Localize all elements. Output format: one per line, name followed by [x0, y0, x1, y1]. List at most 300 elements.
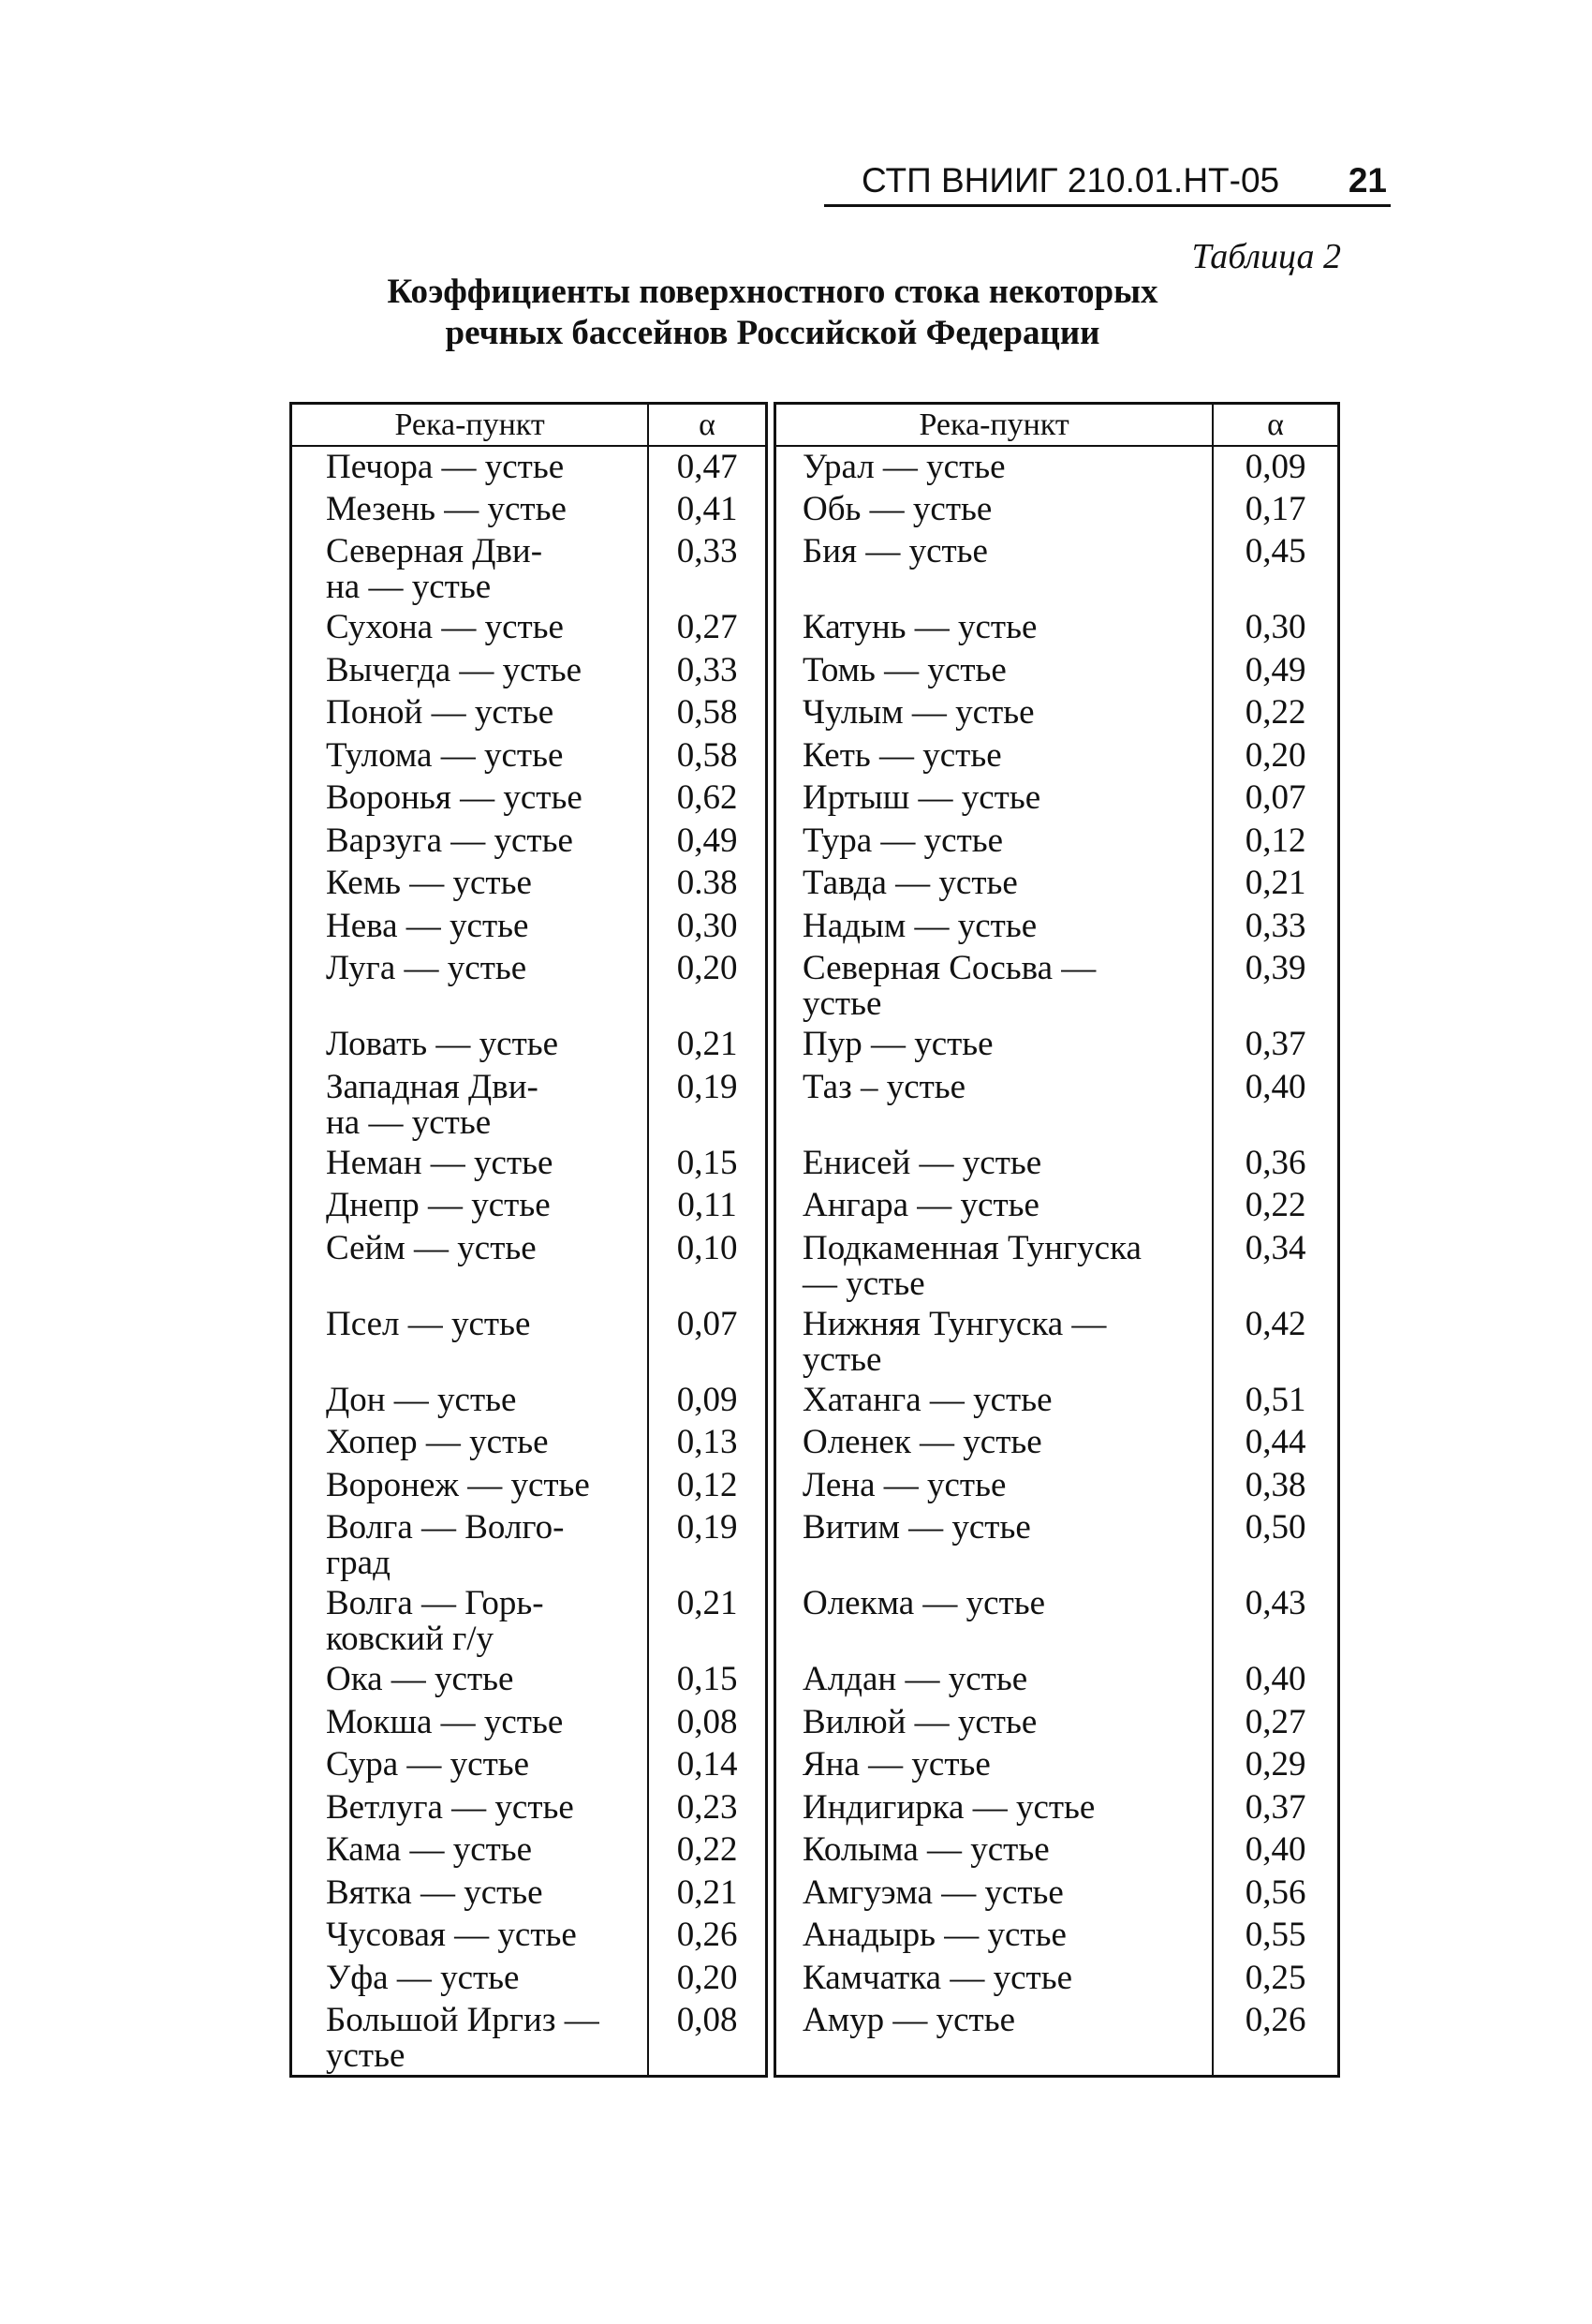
alpha-cell [648, 2000, 766, 2076]
river-point-text: Нижняя Тунгуска — [803, 1304, 1107, 1343]
table-row [291, 948, 767, 1024]
river-point-cell [291, 489, 649, 532]
alpha-cell [648, 1958, 766, 2001]
river-point-text: Чусовая — устье [326, 1916, 577, 1954]
river-point-cell [775, 692, 1214, 735]
table-row [775, 692, 1339, 735]
alpha-value: 0,11 [677, 1186, 737, 1224]
alpha-value: 0,27 [1245, 1702, 1306, 1741]
alpha-cell [648, 1380, 766, 1423]
river-point-text: Яна — устье [803, 1745, 991, 1784]
table-row [775, 1659, 1339, 1702]
river-point-cell [291, 1228, 649, 1304]
table-row [775, 1583, 1339, 1659]
table-row [775, 1744, 1339, 1787]
table-row [775, 821, 1339, 864]
alpha-cell [648, 1185, 766, 1228]
table-row [291, 735, 767, 778]
alpha-value: 0,20 [676, 949, 738, 987]
river-point-cell [775, 1744, 1214, 1787]
river-point-text: Амур — устье [803, 2001, 1016, 2039]
river-point-text: Анадырь — устье [803, 1916, 1067, 1954]
river-point-cell [775, 1465, 1214, 1508]
alpha-cell [1213, 1422, 1338, 1465]
alpha-cell [648, 735, 766, 778]
table-row [775, 446, 1339, 489]
river-point-text: Тулома — устье [326, 735, 564, 775]
river-point-text: Енисей — устье [803, 1143, 1042, 1182]
river-point-cell [291, 1659, 649, 1702]
river-point-text: Лена — устье [803, 1465, 1007, 1504]
river-point-text: Неман — устье [326, 1143, 553, 1182]
river-point-cell [775, 446, 1214, 489]
river-point-text: Северная Сосьва — [803, 949, 1097, 987]
alpha-value: 0,21 [676, 1584, 738, 1622]
alpha-value: 0,40 [1245, 1660, 1306, 1698]
alpha-cell [1213, 489, 1338, 532]
alpha-cell [648, 607, 766, 650]
river-point-cell [291, 446, 649, 489]
table-row [775, 1915, 1339, 1958]
table-row [775, 531, 1339, 607]
right-table-body [775, 446, 1339, 2076]
river-point-text: Витим — устье [803, 1508, 1031, 1547]
alpha-cell [648, 692, 766, 735]
river-point-cell [291, 1185, 649, 1228]
column-header-alpha: α [648, 404, 766, 447]
river-point-cell [291, 531, 649, 607]
alpha-value: 0,58 [676, 693, 738, 732]
river-point-text: Таз – устье [803, 1067, 966, 1106]
river-point-cell [775, 607, 1214, 650]
river-point-cell [775, 650, 1214, 693]
river-point-cell [775, 948, 1214, 1024]
alpha-cell [648, 650, 766, 693]
river-point-cell [291, 1507, 649, 1583]
alpha-cell [648, 1143, 766, 1186]
river-point-cell [775, 1915, 1214, 1958]
river-point-cell [775, 863, 1214, 906]
river-point-text: Волга — Горь- [326, 1584, 544, 1622]
river-point-cell [291, 1465, 649, 1508]
alpha-cell [648, 1744, 766, 1787]
river-point-text: Оленек — устье [803, 1423, 1042, 1461]
alpha-cell [1213, 1185, 1338, 1228]
table-row [291, 777, 767, 821]
alpha-value: 0,21 [1245, 864, 1306, 902]
alpha-value: 0,26 [1245, 2001, 1306, 2039]
alpha-value: 0,20 [1245, 735, 1306, 775]
river-point-text: Обь — устье [803, 489, 993, 528]
alpha-value: 0,44 [1245, 1423, 1306, 1461]
table-row [291, 1185, 767, 1228]
river-point-text: Амгуэма — устье [803, 1873, 1064, 1912]
alpha-value: 0,40 [1245, 1067, 1306, 1106]
table-row [775, 1228, 1339, 1304]
alpha-cell [1213, 1702, 1338, 1745]
table-row [291, 489, 767, 532]
alpha-cell [1213, 906, 1338, 949]
table-row [291, 1067, 767, 1143]
river-point-text: Воронья — устье [326, 778, 582, 817]
river-point-cell [291, 1958, 649, 2001]
alpha-value: 0,23 [676, 1787, 738, 1827]
alpha-cell [648, 1829, 766, 1873]
river-point-text: Волга — Волго- [326, 1508, 565, 1547]
alpha-cell [1213, 1744, 1338, 1787]
alpha-value: 0,26 [676, 1916, 738, 1954]
river-point-cell [291, 2000, 649, 2076]
alpha-value: 0,08 [676, 1702, 738, 1741]
alpha-cell [1213, 1024, 1338, 1067]
alpha-value: 0,38 [1245, 1465, 1306, 1504]
table-row [291, 531, 767, 607]
alpha-value: 0,55 [1245, 1916, 1306, 1954]
alpha-value: 0,13 [676, 1423, 738, 1461]
table-caption: Таблица 2 [1191, 237, 1341, 276]
river-point-text: Камчатка — устье [803, 1958, 1072, 1997]
river-point-text: Северная Дви- [326, 532, 543, 570]
alpha-cell [648, 1583, 766, 1659]
alpha-cell [1213, 1829, 1338, 1873]
alpha-value: 0,49 [676, 821, 738, 860]
river-point-text: Мокша — устье [326, 1702, 564, 1741]
column-header-river-point: Река-пункт [291, 404, 649, 447]
alpha-value: 0,09 [676, 1380, 738, 1419]
alpha-cell [1213, 1787, 1338, 1830]
document-code: СТП ВНИИГ 210.01.НТ-05 [862, 161, 1280, 200]
river-point-cell [775, 1185, 1214, 1228]
alpha-value: 0,15 [676, 1143, 738, 1182]
alpha-value: 0,37 [1245, 1787, 1306, 1827]
alpha-cell [1213, 863, 1338, 906]
river-point-cell [775, 1702, 1214, 1745]
river-point-text: Тавда — устье [803, 864, 1018, 902]
river-point-text: Кама — устье [326, 1830, 533, 1869]
river-point-cell [775, 1024, 1214, 1067]
table-row [291, 650, 767, 693]
river-point-cell [775, 777, 1214, 821]
river-point-cell [291, 1829, 649, 1873]
river-point-text: Поной — устье [326, 693, 554, 732]
table-row [775, 863, 1339, 906]
table-row [775, 2000, 1339, 2076]
alpha-cell [1213, 735, 1338, 778]
alpha-cell [1213, 607, 1338, 650]
alpha-value: 0,56 [1245, 1873, 1306, 1912]
table-title-line-2: речных бассейнов Российской Федерации [445, 314, 1100, 352]
alpha-value: 0,07 [676, 1304, 738, 1343]
alpha-value: 0,62 [676, 778, 738, 817]
table-row [291, 1829, 767, 1873]
alpha-value: 0,51 [1245, 1380, 1306, 1419]
river-point-cell [291, 1583, 649, 1659]
river-point-text: Воронеж — устье [326, 1465, 590, 1504]
table-row [775, 777, 1339, 821]
alpha-value: 0,27 [676, 608, 738, 646]
alpha-value: 0,58 [676, 735, 738, 775]
river-point-text: на — устье [326, 568, 492, 606]
river-point-cell [291, 1380, 649, 1423]
river-point-text: Надым — устье [803, 906, 1038, 945]
alpha-value: 0,20 [676, 1958, 738, 1997]
river-point-cell [291, 1024, 649, 1067]
alpha-value: 0,22 [1245, 1186, 1306, 1224]
table-row [775, 1067, 1339, 1143]
alpha-cell [648, 1228, 766, 1304]
alpha-cell [648, 531, 766, 607]
table-row [775, 1380, 1339, 1423]
table-row [775, 906, 1339, 949]
river-point-text: Уфа — устье [326, 1958, 520, 1997]
river-point-text: Псел — устье [326, 1304, 531, 1343]
river-point-text: Нева — устье [326, 906, 529, 945]
table-row [291, 821, 767, 864]
left-table-half [289, 402, 768, 2078]
column-header-alpha: α [1213, 404, 1338, 447]
alpha-value: 0,39 [1245, 949, 1306, 987]
table-row [291, 1143, 767, 1186]
alpha-cell [1213, 1583, 1338, 1659]
alpha-value: 0,09 [1245, 448, 1306, 486]
alpha-cell [648, 1659, 766, 1702]
alpha-cell [1213, 1873, 1338, 1916]
river-point-cell [775, 1380, 1214, 1423]
table-row [291, 607, 767, 650]
alpha-value: 0,40 [1245, 1830, 1306, 1869]
table-row [775, 1422, 1339, 1465]
river-point-cell [291, 1744, 649, 1787]
alpha-cell [648, 1787, 766, 1830]
alpha-cell [1213, 1228, 1338, 1304]
alpha-cell [1213, 2000, 1338, 2076]
table-row [291, 1744, 767, 1787]
alpha-value: 0.38 [676, 864, 738, 902]
river-point-text: Днепр — устье [326, 1186, 551, 1224]
table-row [775, 735, 1339, 778]
alpha-cell [648, 1915, 766, 1958]
table-row [775, 948, 1339, 1024]
alpha-value: 0,47 [676, 448, 738, 486]
river-point-text: устье [803, 1340, 882, 1379]
table-header-row [775, 404, 1339, 447]
river-point-text: Сура — устье [326, 1745, 530, 1784]
river-point-cell [291, 821, 649, 864]
table-row [775, 1143, 1339, 1186]
river-point-cell [291, 650, 649, 693]
table-row [775, 1507, 1339, 1583]
page-number: 21 [1348, 161, 1387, 200]
alpha-value: 0,30 [676, 906, 738, 945]
table-row [291, 1228, 767, 1304]
river-point-cell [291, 1304, 649, 1380]
alpha-value: 0,25 [1245, 1958, 1306, 1997]
table-row [291, 1304, 767, 1380]
table-row [291, 1915, 767, 1958]
table-row [291, 863, 767, 906]
river-point-text: Варзуга — устье [326, 821, 573, 860]
river-point-cell [775, 1659, 1214, 1702]
alpha-value: 0,43 [1245, 1584, 1306, 1622]
river-point-cell [775, 821, 1214, 864]
table-row [291, 1702, 767, 1745]
river-point-text: — устье [803, 1264, 925, 1303]
alpha-value: 0,19 [676, 1067, 738, 1106]
river-point-cell [291, 692, 649, 735]
alpha-cell [1213, 1067, 1338, 1143]
alpha-cell [1213, 531, 1338, 607]
document-header [824, 157, 1391, 207]
alpha-cell [648, 1304, 766, 1380]
alpha-value: 0,41 [676, 489, 738, 528]
river-point-text: Дон — устье [326, 1380, 517, 1419]
river-point-text: на — устье [326, 1103, 492, 1142]
river-point-text: ковский г/у [326, 1620, 494, 1658]
river-point-text: Сухона — устье [326, 608, 564, 646]
river-point-text: Вилюй — устье [803, 1702, 1038, 1741]
alpha-cell [1213, 1915, 1338, 1958]
alpha-cell [1213, 1507, 1338, 1583]
alpha-cell [1213, 446, 1338, 489]
river-point-text: Олекма — устье [803, 1584, 1046, 1622]
alpha-cell [1213, 1143, 1338, 1186]
river-point-cell [775, 489, 1214, 532]
river-point-text: Тура — устье [803, 821, 1004, 860]
table-row [775, 1873, 1339, 1916]
river-point-text: град [326, 1544, 391, 1582]
river-point-cell [291, 863, 649, 906]
alpha-value: 0,19 [676, 1508, 738, 1547]
alpha-cell [1213, 1958, 1338, 2001]
table-row [291, 1659, 767, 1702]
river-point-text: Кеть — устье [803, 735, 1002, 775]
river-point-text: Вятка — устье [326, 1873, 543, 1912]
river-point-text: Большой Иргиз — [326, 2001, 599, 2039]
alpha-value: 0,12 [676, 1465, 738, 1504]
river-point-cell [291, 1873, 649, 1916]
river-point-text: Иртыш — устье [803, 778, 1041, 817]
table-row [775, 489, 1339, 532]
alpha-cell [648, 446, 766, 489]
alpha-cell [648, 906, 766, 949]
river-point-text: Алдан — устье [803, 1660, 1028, 1698]
river-point-cell [775, 1422, 1214, 1465]
coefficients-table [289, 402, 1340, 2078]
river-point-cell [775, 1304, 1214, 1380]
alpha-cell [648, 863, 766, 906]
table-row [291, 1465, 767, 1508]
alpha-value: 0,07 [1245, 778, 1306, 817]
river-point-cell [775, 1787, 1214, 1830]
river-point-cell [775, 1583, 1214, 1659]
table-row [775, 1465, 1339, 1508]
river-point-text: Чулым — устье [803, 693, 1035, 732]
river-point-text: Ловать — устье [326, 1025, 559, 1063]
alpha-value: 0,22 [1245, 693, 1306, 732]
table-row [775, 1304, 1339, 1380]
river-point-text: Подкаменная Тунгуска [803, 1228, 1142, 1267]
table-row [291, 2000, 767, 2076]
alpha-cell [648, 1024, 766, 1067]
river-point-cell [775, 1507, 1214, 1583]
table-row [775, 607, 1339, 650]
river-point-text: Печора — устье [326, 448, 565, 486]
alpha-cell [648, 1702, 766, 1745]
alpha-cell [1213, 650, 1338, 693]
right-table-half [774, 402, 1340, 2078]
table-row [291, 692, 767, 735]
river-point-text: Ока — устье [326, 1660, 514, 1698]
river-point-text: Индигирка — устье [803, 1787, 1096, 1827]
column-header-river-point: Река-пункт [775, 404, 1214, 447]
alpha-value: 0,10 [676, 1228, 738, 1267]
alpha-cell [648, 777, 766, 821]
alpha-value: 0,15 [676, 1660, 738, 1698]
river-point-text: Ветлуга — устье [326, 1787, 574, 1827]
river-point-cell [775, 1067, 1214, 1143]
alpha-value: 0,42 [1245, 1304, 1306, 1343]
table-row [291, 1787, 767, 1830]
river-point-cell [291, 777, 649, 821]
alpha-value: 0,29 [1245, 1745, 1306, 1784]
alpha-value: 0,49 [1245, 650, 1306, 689]
table-header-row [291, 404, 767, 447]
river-point-text: Ангара — устье [803, 1186, 1039, 1224]
alpha-cell [1213, 1304, 1338, 1380]
table-row [775, 1024, 1339, 1067]
alpha-cell [1213, 1380, 1338, 1423]
river-point-text: Кемь — устье [326, 864, 532, 902]
alpha-value: 0,50 [1245, 1508, 1306, 1547]
table-row [291, 1380, 767, 1423]
river-point-text: Хопер — устье [326, 1423, 549, 1461]
alpha-value: 0,21 [676, 1873, 738, 1912]
river-point-cell [775, 1143, 1214, 1186]
table-row [291, 1583, 767, 1659]
table-row [775, 1185, 1339, 1228]
alpha-cell [648, 1067, 766, 1143]
alpha-cell [648, 821, 766, 864]
river-point-cell [291, 1702, 649, 1745]
river-point-text: Западная Дви- [326, 1067, 538, 1106]
river-point-cell [291, 948, 649, 1024]
alpha-value: 0,34 [1245, 1228, 1306, 1267]
table-row [291, 1873, 767, 1916]
table-row [291, 446, 767, 489]
alpha-value: 0,36 [1245, 1143, 1306, 1182]
river-point-cell [775, 2000, 1214, 2076]
alpha-value: 0,30 [1245, 608, 1306, 646]
alpha-cell [648, 1465, 766, 1508]
alpha-cell [1213, 1659, 1338, 1702]
table-row [291, 1422, 767, 1465]
alpha-cell [648, 489, 766, 532]
alpha-cell [648, 1422, 766, 1465]
alpha-value: 0,33 [1245, 906, 1306, 945]
river-point-cell [775, 1873, 1214, 1916]
river-point-cell [291, 1067, 649, 1143]
river-point-cell [775, 531, 1214, 607]
table-row [775, 1829, 1339, 1873]
river-point-cell [775, 1958, 1214, 2001]
river-point-text: Сейм — устье [326, 1228, 537, 1267]
river-point-text: Урал — устье [803, 448, 1006, 486]
alpha-value: 0,45 [1245, 532, 1306, 570]
river-point-cell [291, 735, 649, 778]
alpha-cell [648, 948, 766, 1024]
river-point-cell [291, 1422, 649, 1465]
table-row [775, 1702, 1339, 1745]
